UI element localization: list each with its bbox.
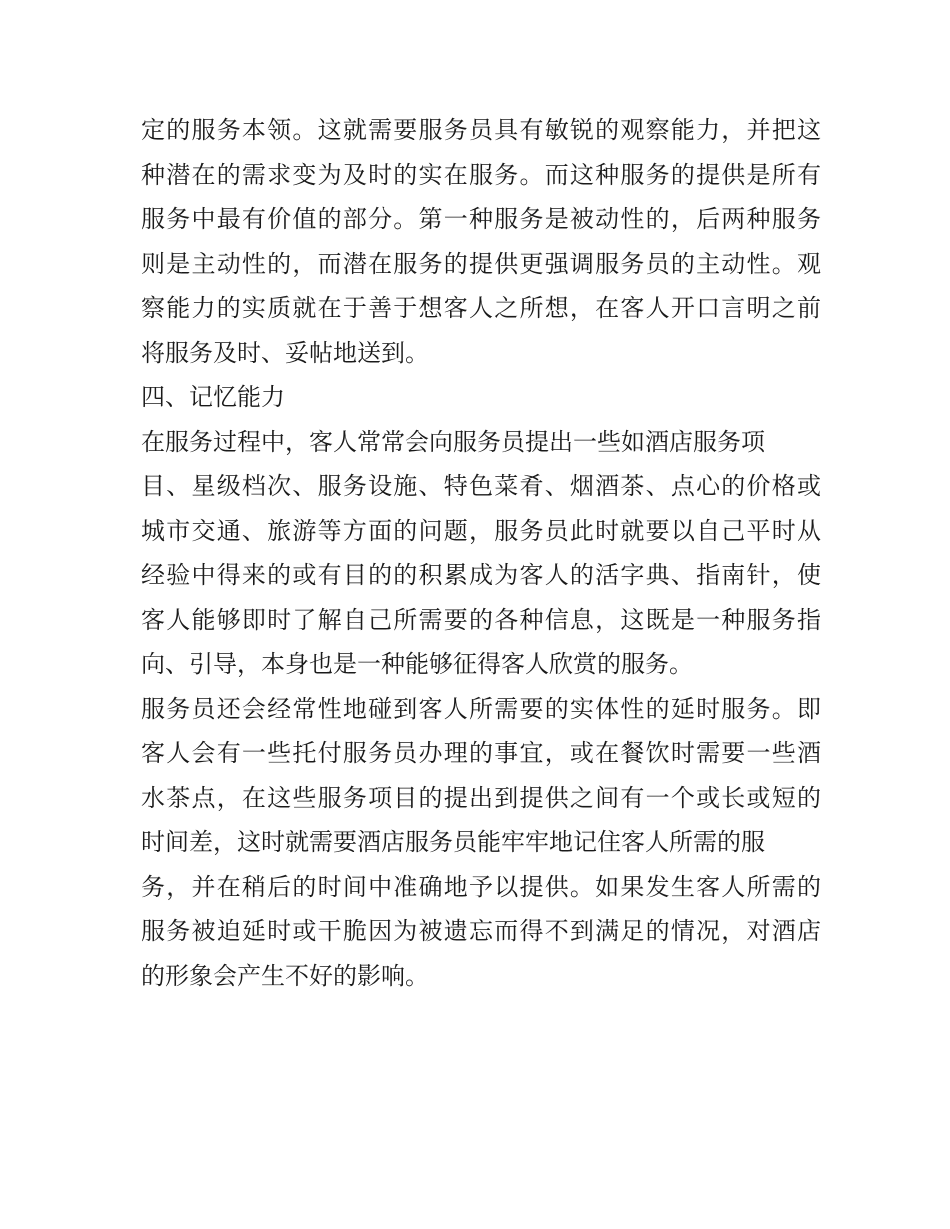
text-line: 时间差，这时就需要酒店服务员能牢牢地记住客人所需的服: [141, 828, 765, 856]
text-line: 城市交通、旅游等方面的问题，服务员此时就要以自己平时从: [141, 516, 821, 545]
text-line: 客人能够即时了解自己所需要的各种信息，这既是一种服务指: [141, 605, 821, 634]
text-line: 服务员还会经常性地碰到客人所需要的实体性的延时服务。即: [141, 694, 821, 723]
text-line: 服务中最有价值的部分。第一种服务是被动性的，后两种服务: [141, 205, 821, 233]
text-line: 的形象会产生不好的影响。: [141, 961, 429, 990]
section-heading: 四、记忆能力: [141, 383, 285, 411]
text-line: 客人会有一些托付服务员办理的事宜，或在餐饮时需要一些酒: [141, 739, 821, 767]
text-line: 将服务及时、妥帖地送到。: [141, 338, 429, 367]
text-line: 水茶点，在这些服务项目的提出到提供之间有一个或长或短的: [141, 783, 821, 812]
text-line: 向、引导，本身也是一种能够征得客人欣赏的服务。: [141, 650, 693, 678]
text-line: 目、星级档次、服务设施、特色菜肴、烟酒茶、点心的价格或: [141, 472, 821, 500]
text-line: 务，并在稍后的时间中准确地予以提供。如果发生客人所需的: [141, 872, 821, 901]
text-line: 种潜在的需求变为及时的实在服务。而这种服务的提供是所有: [141, 160, 821, 189]
text-line: 则是主动性的，而潜在服务的提供更强调服务员的主动性。观: [141, 249, 821, 278]
body-text: [141, 108, 821, 998]
text-line: 在服务过程中，客人常常会向服务员提出一些如酒店服务项: [141, 427, 765, 456]
text-line: 察能力的实质就在于善于想客人之所想，在客人开口言明之前: [141, 294, 821, 322]
text-line: 定的服务本领。这就需要服务员具有敏锐的观察能力，并把这: [141, 116, 821, 144]
text-line: 经验中得来的或有目的的积累成为客人的活字典、指南针，使: [141, 561, 821, 589]
text-line: 服务被迫延时或干脆因为被遗忘而得不到满足的情况，对酒店: [141, 917, 821, 945]
